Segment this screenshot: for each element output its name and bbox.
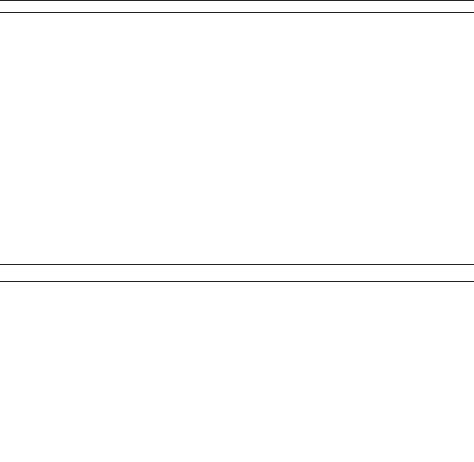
table1-top-rule bbox=[0, 0, 474, 1]
table2-top-rule bbox=[0, 264, 474, 265]
table2-header-rule bbox=[0, 281, 474, 282]
table1-header-rule bbox=[0, 12, 474, 13]
